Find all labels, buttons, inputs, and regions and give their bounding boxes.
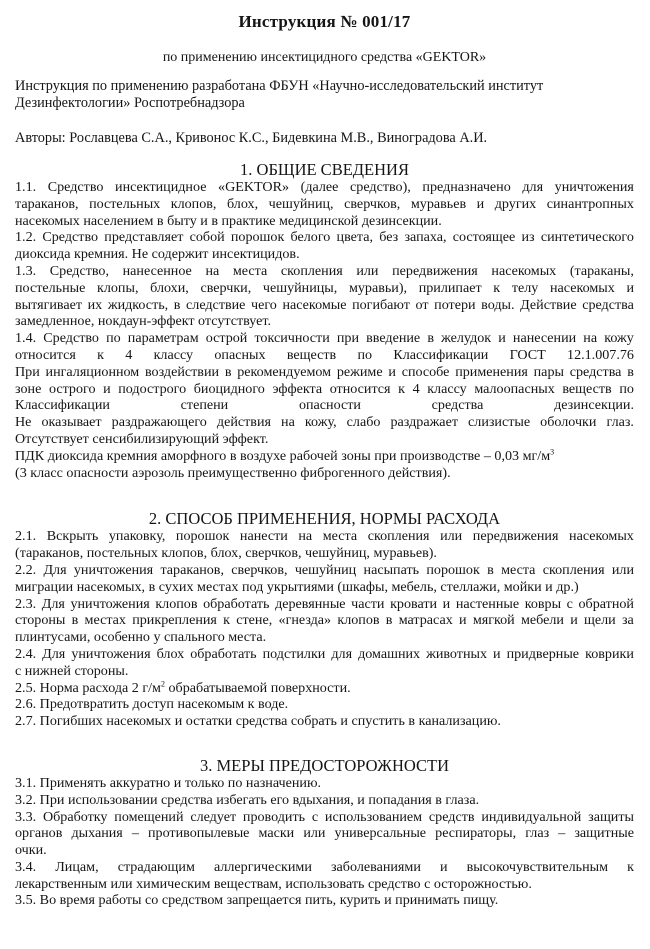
word: действия — [216, 414, 271, 431]
section-3-item — [15, 859, 634, 893]
item-line: лекарственным или химическим веществам, использовать средство с осторожностью. — [15, 875, 532, 892]
word: оболочки — [540, 414, 597, 431]
word: раздражает — [390, 414, 458, 431]
unit-superscript: 2 — [160, 678, 165, 688]
word: клопов — [155, 595, 198, 612]
word: респираторы, — [435, 825, 517, 842]
word: 4 — [412, 380, 420, 397]
word: запаха, — [404, 229, 447, 246]
word: подострого — [118, 380, 187, 397]
word: ковры — [524, 595, 562, 612]
word: и — [626, 279, 634, 296]
word: следует — [190, 808, 237, 825]
word: порошок — [230, 229, 285, 246]
word: универсальные — [334, 825, 427, 842]
item-line: 3.2. При использовании средства избегать его вдыхания, и попадания в глаза. — [15, 791, 480, 808]
word: блох — [156, 645, 185, 662]
word: с — [311, 808, 319, 825]
item-text: обрабатываемой поверхности. — [164, 679, 351, 696]
word: 2.1. — [15, 528, 37, 545]
word: к — [493, 279, 501, 296]
word: глаз. — [606, 414, 634, 431]
item-line — [15, 859, 634, 876]
developer-line: Дезинфектологии» Роспотребнадзора — [15, 95, 245, 111]
word: 2.4. — [15, 645, 37, 662]
section-1-item — [15, 263, 634, 330]
section-3-item — [15, 809, 634, 859]
word: клопы, — [97, 279, 139, 296]
word: насекомых — [569, 528, 634, 545]
word: телу — [511, 279, 539, 296]
section-2-item — [15, 562, 634, 596]
word: опасности — [298, 397, 361, 414]
word: подстилки — [262, 645, 326, 662]
word: желудок — [441, 330, 492, 347]
word: прилипает — [418, 279, 482, 296]
word: придверные — [506, 645, 580, 662]
word: уничтожения — [554, 179, 634, 195]
word: параметрам — [127, 330, 199, 347]
word: вытягивает — [15, 296, 83, 313]
word: 4 — [125, 346, 133, 363]
word: за — [621, 612, 634, 629]
word: синантропных — [546, 195, 634, 212]
word: и — [476, 195, 485, 212]
word: следствие — [186, 296, 246, 313]
word: и — [493, 645, 501, 662]
word: их — [87, 296, 103, 313]
section-title: 2. СПОСОБ ПРИМЕНЕНИЯ, НОРМЫ РАСХОДА — [148, 509, 501, 529]
word: без — [379, 229, 399, 246]
word: и — [570, 612, 578, 629]
word: в — [71, 612, 79, 629]
item-line — [15, 263, 634, 280]
word: классу — [427, 380, 467, 397]
word: по — [357, 346, 373, 363]
word: передвижения — [472, 528, 559, 545]
section-title: 3. МЕРЫ ПРЕДОСТОРОЖНОСТИ — [200, 755, 449, 775]
word: инсектицидное — [115, 179, 207, 195]
word: клопов, — [170, 195, 217, 212]
item-line: насекомых населением в быту и в практике медицинской дезинсекции. — [15, 212, 442, 229]
word: насыпать — [363, 561, 420, 578]
word: при — [336, 330, 360, 347]
word: к — [398, 380, 405, 397]
word: средств — [428, 808, 475, 825]
word: или — [356, 262, 379, 279]
item-line — [15, 297, 634, 314]
word: (тараканы, — [569, 262, 634, 279]
word: острой — [205, 330, 248, 347]
word: сверчки, — [200, 279, 252, 296]
word: уничтожения — [70, 595, 150, 612]
word: части — [351, 595, 385, 612]
word: цвета, — [336, 229, 374, 246]
sections — [15, 160, 634, 909]
item-line — [15, 330, 634, 347]
word: 2.3. — [15, 595, 37, 612]
section-1-item — [15, 229, 634, 263]
word: противопылевые — [147, 825, 250, 842]
item-line — [15, 196, 634, 213]
word: помещений — [114, 808, 184, 825]
word: клопов — [337, 612, 380, 629]
word: воздействии — [145, 363, 220, 380]
word: кожу, — [304, 414, 337, 431]
word: муравьев — [410, 195, 467, 212]
word: способе — [401, 363, 450, 380]
item-line — [15, 179, 634, 196]
word: 1.3. — [15, 262, 37, 279]
item-line — [15, 809, 634, 826]
word: кожу — [604, 330, 634, 347]
item-line — [15, 562, 634, 579]
word: дыхания — [71, 825, 123, 842]
word: Средство — [42, 229, 99, 246]
word: Лицам, — [55, 858, 99, 875]
word: органов — [15, 825, 63, 842]
word: в — [224, 363, 232, 380]
word: по — [619, 380, 634, 397]
word: Классификации — [15, 397, 110, 414]
word: щели — [584, 612, 616, 629]
word: проводить — [242, 808, 306, 825]
item-line — [15, 646, 634, 663]
word: классу — [153, 346, 194, 363]
item-line: 3.1. Применять аккуратно и только по назначению. — [15, 774, 322, 791]
word: на — [281, 414, 295, 431]
word: Средство — [43, 330, 99, 347]
word: и — [388, 363, 396, 380]
word: на — [205, 262, 220, 279]
item-line — [15, 596, 634, 613]
word: настенные — [455, 595, 520, 612]
word: нанести — [239, 528, 288, 545]
word: Классификации — [393, 346, 489, 363]
word: нанесении — [512, 330, 577, 347]
authors-line: Авторы: Рославцева С.А., Кривонос К.С., Бидевкина М.В., Виноградова А.И. — [15, 130, 488, 146]
word: уничтожения — [73, 561, 154, 578]
word: места — [501, 561, 536, 578]
developer-line: Инструкция по применению разработана ФБУН «Научно-исследовательский институт — [15, 78, 544, 94]
section-2-item — [15, 596, 634, 646]
word: с — [566, 595, 573, 612]
section-3-item — [15, 892, 634, 909]
word: предназначено — [422, 179, 511, 195]
word: сверчков, — [231, 561, 288, 578]
word: средства — [582, 296, 634, 313]
item-line: (3 класс опасности аэрозоль преимущественно фиброгенного действия). — [15, 464, 451, 481]
word: для — [331, 645, 353, 662]
item-line — [15, 229, 634, 246]
word: к — [223, 612, 231, 629]
word: в — [427, 330, 434, 347]
word: насекомые — [282, 296, 347, 313]
item-line — [15, 280, 634, 297]
item-line: 3.5. Во время работы со средством запрещается пить, курить и принимать пищу. — [15, 892, 499, 909]
word: острого — [48, 380, 96, 397]
word: мебели — [520, 612, 564, 629]
item-line: (тараканов, постельных клопов, блох, сверчков, чешуйниц, муравьев). — [15, 545, 437, 562]
word: и — [442, 595, 451, 612]
word: индивидуальной — [481, 808, 582, 825]
section-1-item — [15, 448, 634, 482]
word: средства — [431, 397, 484, 414]
word: дезинсекции. — [554, 397, 634, 414]
word: применения — [455, 363, 528, 380]
word: 2.2. — [15, 561, 37, 578]
word: чего — [251, 296, 277, 313]
word: местах — [84, 612, 126, 629]
document-subtitle: по применению инсектицидного средства «GEKTOR» — [162, 50, 487, 65]
word: скопления — [367, 528, 430, 545]
word: порошок — [175, 528, 230, 545]
word: степени — [180, 397, 229, 414]
word: эффекта — [272, 380, 323, 397]
word: глаз — [525, 825, 550, 842]
word: уничтожения — [71, 645, 151, 662]
word: в — [627, 363, 634, 380]
word: малоопасных — [474, 380, 555, 397]
word: к — [97, 346, 104, 363]
section-1-item — [15, 179, 634, 229]
word: от — [415, 296, 429, 313]
word: погибают — [352, 296, 410, 313]
section-2-item — [15, 713, 634, 730]
word: Вскрыть — [46, 528, 99, 545]
item-line — [15, 612, 634, 629]
word: по — [106, 330, 121, 347]
word: скопления — [280, 262, 343, 279]
word: и — [439, 858, 448, 875]
word: или — [440, 528, 463, 545]
word: 3.4. — [15, 858, 37, 875]
word: – — [558, 825, 566, 842]
word: Средство, — [49, 262, 109, 279]
word: веществ — [562, 380, 612, 397]
item-line — [15, 397, 634, 414]
section-2-item — [15, 528, 634, 562]
word: страдающим — [117, 858, 195, 875]
word: веществ — [286, 346, 337, 363]
word: и — [459, 612, 467, 629]
item-line: 2.6. Предотвратить доступ насекомым к воде. — [15, 696, 289, 713]
word: слизистые — [468, 414, 531, 431]
word: и — [103, 380, 111, 397]
word: упаковку, — [108, 528, 166, 545]
word: чешуйницы, — [262, 279, 338, 296]
word: биоцидного — [193, 380, 265, 397]
word: мягкой — [472, 612, 515, 629]
item-text: 2.5. Норма расхода 2 г/м — [15, 679, 161, 696]
word: заболеваниями — [330, 858, 421, 875]
word: маски — [258, 825, 295, 842]
word: 1.1. — [15, 179, 37, 195]
word: средство), — [350, 179, 411, 195]
word: состоящее — [452, 229, 516, 246]
word: или — [303, 825, 326, 842]
word: синтетического — [540, 229, 634, 246]
word: в — [173, 296, 181, 313]
section-1-item — [15, 330, 634, 448]
word: муравьи), — [348, 279, 408, 296]
word: нанесенное — [122, 262, 192, 279]
word: из — [521, 229, 535, 246]
word: «GEKTOR» — [218, 179, 290, 195]
item-line — [15, 414, 634, 431]
word: в — [385, 612, 393, 629]
unit-superscript: 3 — [550, 447, 555, 457]
word: стороны — [15, 612, 66, 629]
word: насекомых — [491, 262, 557, 279]
word: 1.2. — [15, 229, 37, 246]
word: порошок — [426, 561, 480, 578]
word: относится — [15, 346, 76, 363]
word: постельных — [89, 195, 161, 212]
word: в — [487, 561, 494, 578]
word: введение — [366, 330, 421, 347]
section-title: 1. ОБЩИЕ СВЕДЕНИЯ — [240, 160, 409, 179]
word: 3.3. — [15, 808, 37, 825]
word: тараканов, — [160, 561, 224, 578]
word: к — [627, 858, 634, 875]
item-line: 2.7. Погибших насекомых и остатки средства собрать и спустить в канализацию. — [15, 713, 501, 730]
item-line: плинтусами, особенно у спального места. — [15, 629, 267, 646]
word: жидкость, — [107, 296, 169, 313]
word: коврики — [585, 645, 634, 662]
word: блох, — [226, 195, 259, 212]
word: защитные — [574, 825, 634, 842]
word: При — [15, 363, 40, 380]
word: для — [522, 179, 544, 195]
word: средства — [569, 363, 622, 380]
word: слабо — [346, 414, 381, 431]
word: матрасах — [398, 612, 453, 629]
word: деревянные — [275, 595, 346, 612]
word: защиты — [588, 808, 634, 825]
item-line — [15, 364, 634, 381]
word: обработать — [190, 645, 257, 662]
word: блохи, — [150, 279, 189, 296]
document-title: Инструкция № 001/17 — [238, 12, 411, 31]
word: места — [322, 528, 358, 545]
word: Для — [41, 595, 65, 612]
word: Для — [42, 645, 66, 662]
word: кровати — [390, 595, 438, 612]
word: или — [611, 561, 634, 578]
word: скопления — [542, 561, 605, 578]
word: раздражающего — [111, 414, 207, 431]
section-3-item — [15, 775, 634, 792]
word: опасных — [214, 346, 266, 363]
word: и — [498, 330, 506, 347]
word: домашних — [358, 645, 421, 662]
word: ингаляционном — [45, 363, 140, 380]
word: аллергическими — [213, 858, 312, 875]
word: насекомых — [549, 279, 615, 296]
word: собой — [189, 229, 225, 246]
word: 1.4. — [15, 330, 37, 347]
word: стене, — [236, 612, 273, 629]
word: места — [232, 262, 268, 279]
word: – — [131, 825, 139, 842]
section-2-item — [15, 696, 634, 713]
section-2-item — [15, 680, 634, 697]
item-line: с нижней стороны. — [15, 662, 129, 679]
word: относится — [329, 380, 391, 397]
word: прикрепления — [132, 612, 217, 629]
word: оказывает — [41, 414, 102, 431]
word: Не — [15, 414, 32, 431]
item-line — [15, 825, 634, 842]
word: сверчков, — [344, 195, 401, 212]
word: Обработку — [42, 808, 108, 825]
item-line: Отсутствует сенсибилизирующий эффект. — [15, 430, 269, 447]
word: рекомендуемом — [237, 363, 332, 380]
word: потери — [434, 296, 476, 313]
word: режиме — [336, 363, 383, 380]
word: чешуйниц — [294, 561, 357, 578]
word: постельные — [15, 279, 86, 296]
developer-note — [15, 78, 634, 112]
item-line: диоксида кремния. Не содержит инсектицидов. — [15, 246, 300, 263]
item-line: ПДК диоксида кремния аморфного в воздухе рабочей зоны при производстве – 0,03 мг/м — [15, 447, 551, 464]
word: высокочувствительным — [466, 858, 609, 875]
word: пары — [533, 363, 564, 380]
item-line — [15, 528, 634, 545]
item-line — [15, 381, 634, 398]
word: использованием — [324, 808, 423, 825]
word: Средство — [47, 179, 104, 195]
word: на — [583, 330, 598, 347]
word: передвижения — [392, 262, 478, 279]
word: представляет — [104, 229, 184, 246]
word: белого — [290, 229, 331, 246]
section-2-item — [15, 646, 634, 680]
word: Для — [43, 561, 67, 578]
word: Действие — [520, 296, 577, 313]
word: животных — [426, 645, 488, 662]
word: чешуйниц, — [268, 195, 334, 212]
section-3-item — [15, 792, 634, 809]
word: 12.1.007.76 — [567, 346, 634, 363]
item-line — [15, 347, 634, 364]
word: тараканов, — [15, 195, 79, 212]
item-line: замедленное, нокдаун-эффект отсутствует. — [15, 313, 272, 330]
word: воды. — [481, 296, 515, 313]
word: (далее — [300, 179, 339, 195]
word: на — [298, 528, 313, 545]
word: других — [494, 195, 537, 212]
word: ГОСТ — [509, 346, 546, 363]
item-line: очки. — [15, 842, 47, 859]
word: токсичности — [254, 330, 330, 347]
word: «гнезда» — [278, 612, 332, 629]
word: обработать — [203, 595, 270, 612]
word: обратной — [578, 595, 634, 612]
item-line: миграции насекомых, в сухих местах под укрытиями (шкафы, мебель, стеллажи, мойки и др.) — [15, 578, 579, 595]
word: зоне — [15, 380, 42, 397]
